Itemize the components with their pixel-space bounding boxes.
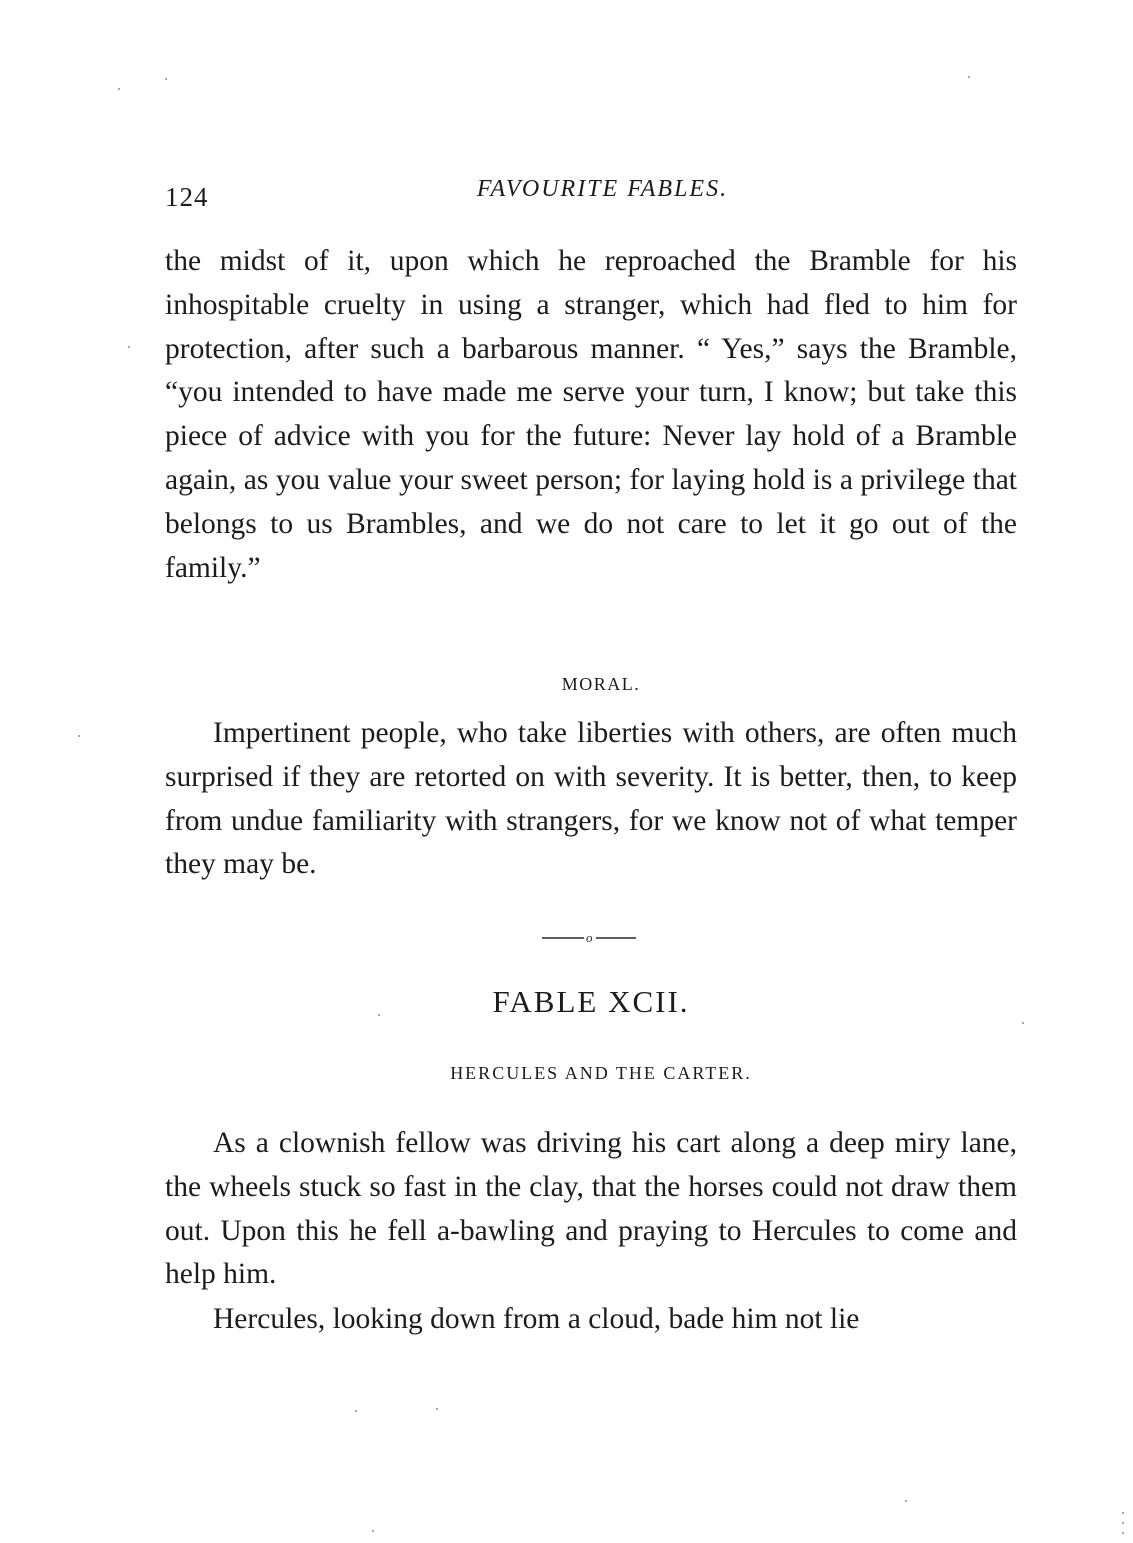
paper-speck (118, 88, 120, 90)
paragraph-hercules-reply: Hercules, looking down from a cloud, bade him not lie (213, 1303, 860, 1335)
paper-speck (165, 78, 167, 80)
paper-speck (372, 1530, 374, 1532)
paper-speck (1122, 1532, 1124, 1534)
paper-speck (355, 1410, 357, 1412)
paper-speck (1022, 1022, 1024, 1024)
paper-speck (968, 76, 970, 78)
page-number: 124 (165, 182, 209, 212)
fable-subtitle: HERCULES AND THE CARTER. (450, 1063, 752, 1083)
paper-speck (1122, 1522, 1124, 1524)
ornament-glyph: o (586, 930, 593, 945)
fable-title: FABLE XCII. (492, 984, 690, 1019)
running-title: FAVOURITE FABLES. (476, 176, 729, 202)
paper-speck (905, 1500, 907, 1502)
paper-speck (436, 1408, 438, 1410)
paragraph-bramble-ending: the midst of it, upon which he reproached the Bramble for his inhospitable cruelty in using a stranger, which had fled to him for protection, after such a barbarous manner. “ Yes,” says the Bramble, “you intended to have made me serve your turn, I know; but take this piece of advice with you for the future: Never lay hold of a Bramble again, as you value your sweet person; for laying hold is a privilege that belongs to us Brambles, and we do not care to let it go out of the family.” (165, 245, 1017, 584)
paper-speck (378, 1014, 380, 1016)
paper-speck (1122, 1512, 1124, 1514)
paragraph-moral: Impertinent people, who take liberties with others, are often much surprised if they are retorted on with severity. It is better, then, to keep from undue familiarity with strangers, for we know not of what temper they may be. (165, 717, 1017, 881)
moral-heading: MORAL. (561, 674, 641, 694)
paragraph-carter-story: As a clownish fellow was driving his cart along a deep miry lane, the wheels stuck so fast in the clay, that the horses could not draw them out. Upon this he fell a-bawling and praying to Hercules to come and help him. (165, 1127, 1017, 1291)
running-head (165, 172, 1020, 212)
paper-speck (128, 346, 130, 348)
paper-speck (78, 735, 80, 737)
section-divider-ornament-icon (540, 930, 640, 946)
